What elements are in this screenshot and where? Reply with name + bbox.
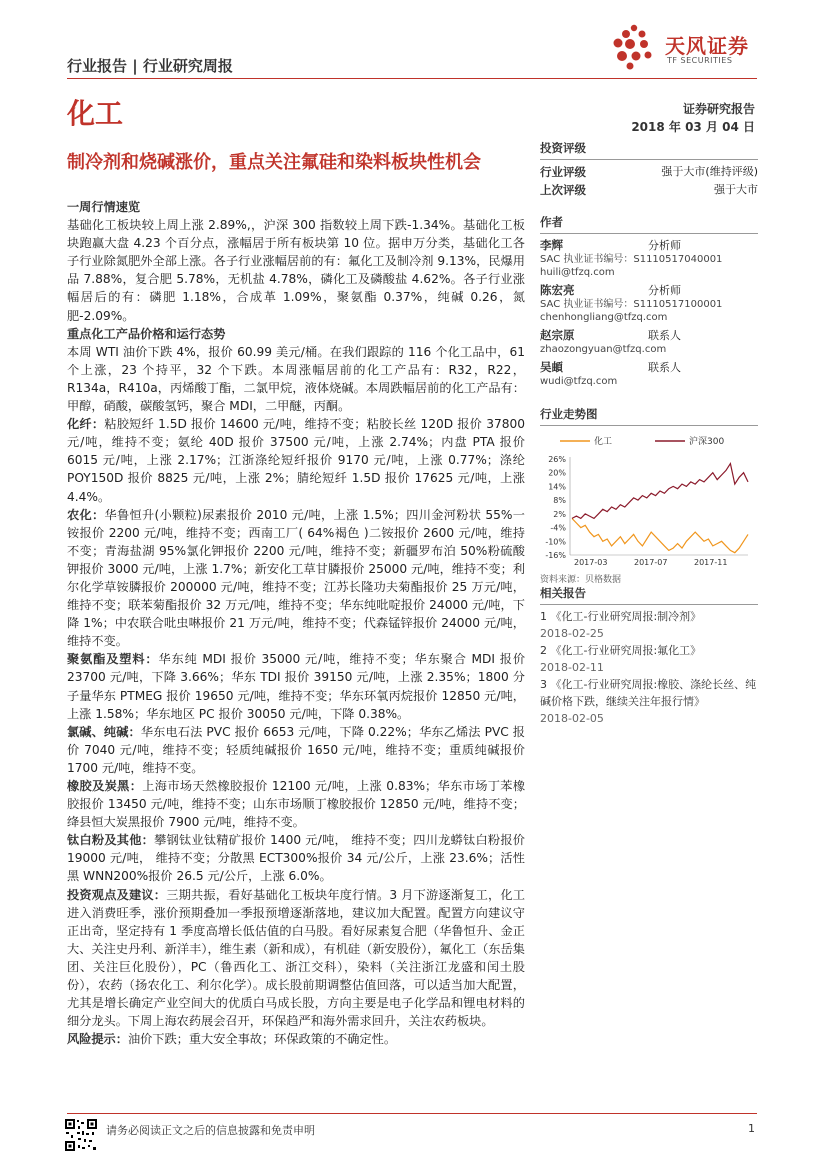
author-name: 李辉 [540,238,563,252]
series-line-hs300 [572,464,748,519]
author-cert: SAC 执业证书编号：S1110517040001 [540,254,723,265]
divider [540,425,758,426]
y-tick-label: -16% [545,551,566,560]
rating-heading: 投资评级 [540,141,586,155]
author-item [540,283,758,324]
paragraph-lead: 农化： [67,507,105,522]
paragraph-text: 华东电石法 PVC 报价 6653 元/吨，下降 0.22%；华东乙烯法 PVC 报价 7040 元/吨，维持不变；轻质纯碱报价 1650 元/吨，维持不变；重质纯碱报价 1700 元/吨，维持不变。 [67,724,525,775]
author-role: 联系人 [648,361,681,374]
footer-disclaimer: 请务必阅读正文之后的信息披露和免责申明 [106,1124,315,1137]
header-divider [67,78,757,79]
paragraph: 基础化工板块较上周上涨 2.89%,，沪深 300 指数较上周下跌-1.34%。基础化工板块跑赢大盘 4.23 个百分点，涨幅居于所有板块第 10 位。据申万分类，基础化工各子行业除氮肥外全部上涨。各子行业涨幅居前的有：氟化工及制冷剂 9.13%，民爆用品 7.88%，复合肥 5.78%，无机盐 4.78%，磷化工及磷酸盐 4.62%。各子行业涨幅居后的有：磷肥 1.18%，合成革 1.09%，聚氨酯 0.37%，纯碱 0.26，氮肥-2.09%。 [67,218,525,323]
related-date: 2018-02-11 [540,661,604,674]
divider [540,604,758,605]
paragraph [67,777,525,831]
paragraph-lead: 投资观点及建议： [67,887,167,902]
y-tick-label: -4% [550,523,566,533]
report-type: 行业报告 | 行业研究周报 [67,57,233,75]
paragraph [67,415,525,505]
y-tick-label: 26% [548,455,566,464]
y-tick-label: 14% [548,482,566,492]
related-item[interactable] [540,676,758,727]
related-date: 2018-02-05 [540,712,604,725]
y-tick-label: -10% [545,537,566,547]
paragraph-text: 华鲁恒升(小颗粒)尿素报价 2010 元/吨，上涨 1.5%；四川金河粉状 55%一铵报价 2200 元/吨，维持不变；西南工厂( 64%褐色 )二铵报价 2600 元/吨，维持不变；青海盐湖 95%氯化钾报价 2200 元/吨，维持不变；新疆罗布泊 50%粉硫酸钾报价 3000 元/吨，上涨 1.7%；新安化工草甘膦报价 25000 元/吨，维持不变；利尔化学草铵膦报价 200000 元/吨，维持不变；江苏长隆功夫菊酯报价 25 万元/吨，维持不变；联苯菊酯报价 32 万元/吨，维持不变；华东纯吡啶报价 24000 元/吨，下降 1%；中农联合吡虫啉报价 21 万元/吨，维持不变；代森锰锌报价 24000 元/吨，维持不变。 [67,507,525,649]
related-title[interactable]: 2 《化工-行业研究周报:氟化工》 [540,644,702,657]
paragraph-text: 粘胶短纤 1.5D 报价 14600 元/吨，维持不变；粘胶长丝 120D 报价 37800 元/吨，维持不变；氨纶 40D 报价 37500 元/吨，上涨 2.74%；内盘 PTA 报价 6015 元/吨，上涨 2.17%；江浙涤纶短纤报价 9170 元/吨，上涨 0.77%；涤纶 POY150D 报价 8825 元/吨，上涨 2%；腈纶短纤 1.5D 报价 17625 元/吨，上涨 4.4%。 [67,417,525,504]
author-item [540,360,758,388]
author-name: 赵宗原 [540,328,575,342]
trend-heading: 行业走势图 [540,407,598,421]
paragraph-text: 攀钢钛业钛精矿报价 1400 元/吨， 维持不变；四川龙蟒钛白粉报价 19000 元/吨， 维持不变；分散黑 ECT300%报价 34 元/公斤，上涨 23.6%；活性黑 WNN200%报价 26.5 元/公斤，上涨 6.0%。 [67,833,525,884]
section-heading: 一周行情速览 [67,200,141,214]
y-tick-label: 2% [553,509,566,519]
footer-divider [67,1113,757,1114]
paragraph-lead: 钛白粉及其他： [67,833,155,848]
authors-box [540,214,758,388]
paragraph-text: 油价下跌；重大安全事故；环保政策的不确定性。 [127,1032,397,1047]
paragraph-lead: 橡胶及炭黑： [67,779,143,793]
main-body [67,198,525,1048]
paragraph [67,723,525,777]
paragraph-lead: 聚氨酯及塑料： [67,652,159,667]
related-item[interactable] [540,642,758,676]
trend-chart [540,429,758,567]
paragraph-text: 三期共振，看好基础化工板块年度行情。3 月下游逐渐复工，化工进入消费旺季，涨价预期叠加一季报预增逐渐落地，建议加大配置。配置方向建议守正出奇，坚定持有 1 季度高增长低估值的白马股。看好尿素复合肥（华鲁恒升、金正大、关注史丹利、新洋丰），维生素（新和成），有机硅（新安股份），氟化工（东岳集团、关注巨化股份），PC（鲁西化工、浙江交科），染料（关注浙江龙盛和闰土股份），农药（扬农化工、利尔化学）。成长股前期调整估值回落，可以适当加大配置，尤其是增长确定产业空间大的优质白马成长股，方向主要是电子化学品和锂电材料的细分龙头。下周上海农药展会召开，环保趋严和海外需求回升，关注农药板块。 [67,887,525,1029]
report-kind: 证券研究报告 [682,102,755,116]
paragraph [67,650,525,722]
legend-label: 化工 [594,437,613,447]
paragraph-lead: 化纤： [67,417,105,432]
brand-name: 天风证券 [665,34,749,58]
trend-box [540,406,758,585]
y-tick-label: 8% [553,496,566,506]
rating-value: 强于大市(维持评级) [661,165,758,178]
paragraph [67,1030,525,1048]
related-date: 2018-02-25 [540,627,604,640]
qr-code-icon [64,1118,98,1152]
author-email[interactable]: wudi@tfzq.com [540,376,618,387]
related-box [540,585,758,727]
related-title[interactable]: 3 《化工-行业研究周报:橡胶、涤纶长丝、纯碱价格下跌，继续关注年报行情》 [540,678,757,708]
author-email[interactable]: zhaozongyuan@tfzq.com [540,344,667,355]
author-email[interactable]: chenhongliang@tfzq.com [540,312,668,323]
authors-heading: 作者 [540,215,563,229]
sector-title: 化工 [67,97,124,130]
author-role: 分析师 [648,284,681,297]
related-item[interactable] [540,608,758,642]
author-cert: SAC 执业证书编号：S1110517100001 [540,299,723,310]
report-title: 制冷剂和烧碱涨价，重点关注氟硅和染料板块性机会 [67,152,481,173]
paragraph-text: 上海市场天然橡胶报价 12100 元/吨，上涨 0.83%；华东市场丁苯橡胶报价 13450 元/吨，维持不变；山东市场顺丁橡胶报价 12850 元/吨，维持不变；绛县恒大炭黑报价 7900 元/吨，维持不变。 [67,779,526,830]
paragraph-lead: 氯碱、纯碱： [67,724,141,739]
paragraph-lead: 风险提示： [67,1032,128,1047]
prev-rating-label: 上次评级 [540,183,586,197]
section-heading: 重点化工产品价格和运行态势 [67,326,226,341]
x-tick-label: 2017-07 [634,558,668,567]
author-email[interactable]: huili@tfzq.com [540,267,615,278]
paragraph [67,886,525,1031]
related-heading: 相关报告 [540,586,586,600]
divider [540,159,758,160]
series-line-chemical [572,518,748,552]
author-item [540,328,758,356]
prev-rating-value: 强于大市 [714,183,758,196]
author-item [540,238,758,279]
divider [540,233,758,234]
author-role: 分析师 [648,239,681,252]
report-date: 2018 年 03 月 04 日 [631,120,755,134]
brand-name-en: TF SECURITIES [667,56,733,65]
rating-label: 行业评级 [540,165,586,179]
page-number: 1 [748,1122,755,1135]
paragraph [67,506,525,651]
paragraph [67,831,525,885]
author-name: 吴頔 [540,360,563,374]
x-tick-label: 2017-03 [574,558,608,567]
author-role: 联系人 [648,329,681,342]
rating-box [540,140,758,199]
legend-label: 沪深300 [689,437,725,447]
author-name: 陈宏亮 [540,283,575,297]
paragraph: 本周 WTI 油价下跌 4%，报价 60.99 美元/桶。在我们跟踪的 116 个化工品中，61 个上涨，23 个持平，32 个下跌。本周涨幅居前的化工产品有：R32，R22，R134a，R410a，丙烯酸丁酯，二氯甲烷，液体烧碱。本周跌幅居前的化工产品有：甲醇，硝酸，碳酸氢钙，聚合 MDI，二甲醚，丙酮。 [67,344,525,414]
y-tick-label: 20% [548,468,566,478]
x-tick-label: 2017-11 [694,558,728,567]
related-title[interactable]: 1 《化工-行业研究周报:制冷剂》 [540,610,702,623]
chart-source: 资料来源：贝格数据 [540,575,622,585]
paragraph-text: 华东纯 MDI 报价 35000 元/吨，维持不变；华东聚合 MDI 报价 23700 元/吨，下降 3.66%；华东 TDI 报价 39150 元/吨，上涨 2.35%；1800 分子量华东 PTMEG 报价 19650 元/吨，维持不变；华东环氧丙烷报价 12850 元/吨，上涨 1.58%；华东地区 PC 报价 30050 元/吨，下降 0.38%。 [67,652,526,721]
